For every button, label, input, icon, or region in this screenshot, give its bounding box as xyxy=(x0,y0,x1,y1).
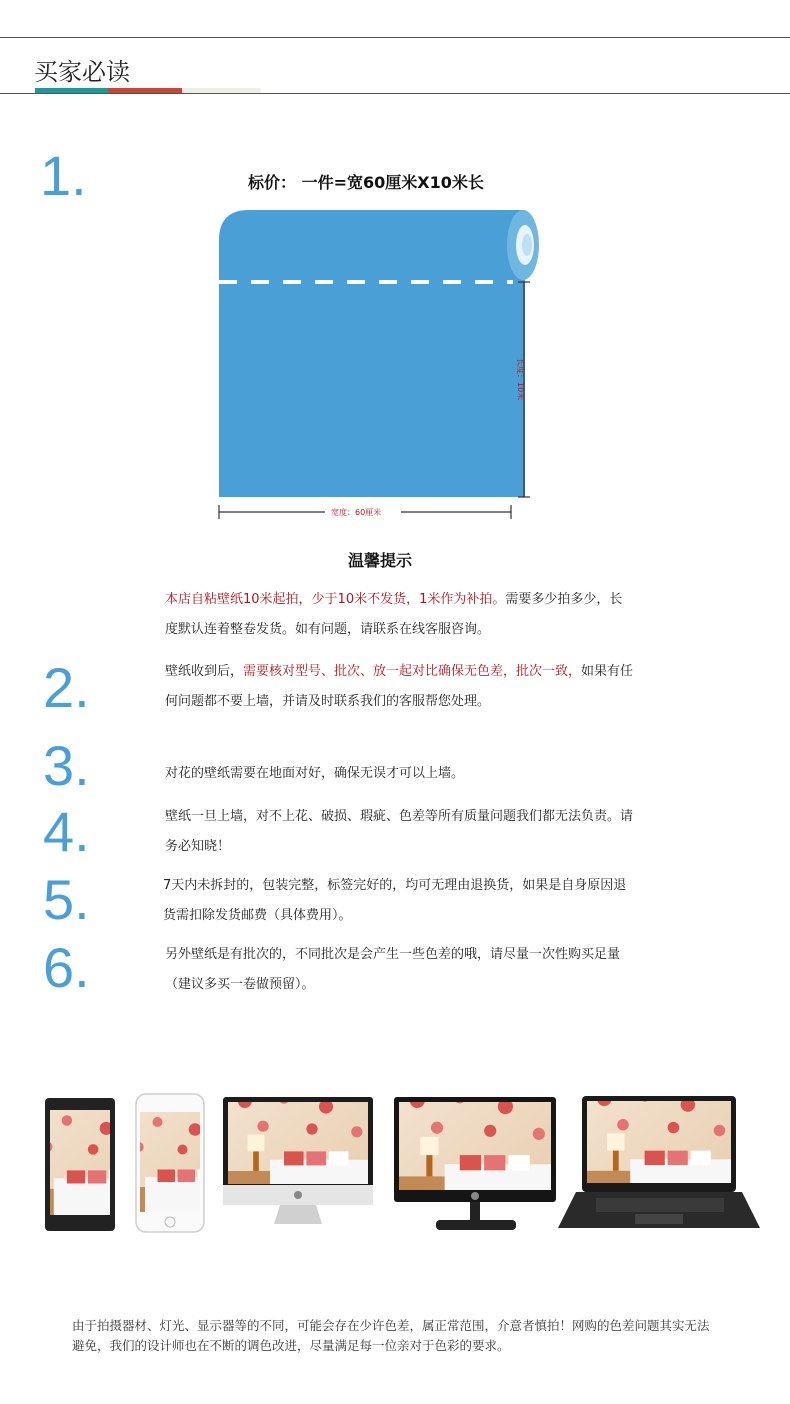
tip-2 xyxy=(165,657,635,717)
footer-note: 由于拍摄器材、灯光、显示器等的不同，可能会存在少许色差，属正常范围，介意者慎拍！网购的色差问题其实无法避免，我们的设计师也在不断的调色改进，尽量满足每一位亲对于色彩的要求。 xyxy=(72,1318,710,1353)
acer-laptop xyxy=(558,1090,760,1228)
length-label: 长度：10米 xyxy=(516,358,525,401)
tip-5: 7天内未拆封的，包装完整，标签完好的，均可无理由退换货，如果是自身原因退货需扣除发货邮费（具体费用）。 xyxy=(163,878,627,923)
tips-title: 温馨提示 xyxy=(348,551,413,570)
roll-sheet xyxy=(219,210,525,497)
width-label: 宽度：60厘米 xyxy=(331,508,382,517)
header-top-rule xyxy=(0,37,790,38)
roll-core xyxy=(522,234,532,256)
wallpaper-roll-diagram xyxy=(205,200,545,530)
page-title: 买家必读 xyxy=(34,58,130,86)
hp-monitor xyxy=(394,1090,556,1230)
tip-2-text: 如果有任何问题都不要上墙，并请及时联系我们的客服帮您处理。 xyxy=(165,664,634,709)
tip-1 xyxy=(165,585,635,645)
header-bottom-rule xyxy=(0,93,790,94)
phone-dark xyxy=(40,1098,146,1231)
devices-illustration xyxy=(40,1090,770,1240)
tip-1-highlight: 本店自粘壁纸10米起拍，少于10米不发货，1米作为补拍。 xyxy=(165,592,506,607)
section-number-4: 4. xyxy=(43,800,90,863)
section-number-1: 1. xyxy=(40,144,87,207)
section-number-2: 2. xyxy=(43,656,90,719)
tip-2-prefix: 壁纸收到后， xyxy=(165,664,244,679)
tip-1-text: 需要多少拍多少，长度默认连着整卷发货。如有问题，请联系在线客服咨询。 xyxy=(165,592,623,637)
tip-2-highlight: 需要核对型号、批次、放一起对比确保无色差，批次一致， xyxy=(243,664,582,679)
section-number-3: 3. xyxy=(43,734,90,797)
phone-white xyxy=(108,1094,233,1232)
section-number-5: 5. xyxy=(43,868,90,931)
imac xyxy=(223,1090,373,1224)
price-label: 标价： 一件=宽60厘米X10米长 xyxy=(248,173,484,192)
tip-4: 壁纸一旦上墙，对不上花、破损、瑕疵、色差等所有质量问题我们都无法负责。请务必知晓！ xyxy=(165,809,634,854)
tip-6: 另外壁纸是有批次的，不同批次是会产生一些色差的哦，请尽量一次性购买足量（建议多买一卷做预留）。 xyxy=(165,947,621,992)
section-number-6: 6. xyxy=(43,936,90,999)
tip-3: 对花的壁纸需要在地面对好，确保无误才可以上墙。 xyxy=(165,766,465,781)
